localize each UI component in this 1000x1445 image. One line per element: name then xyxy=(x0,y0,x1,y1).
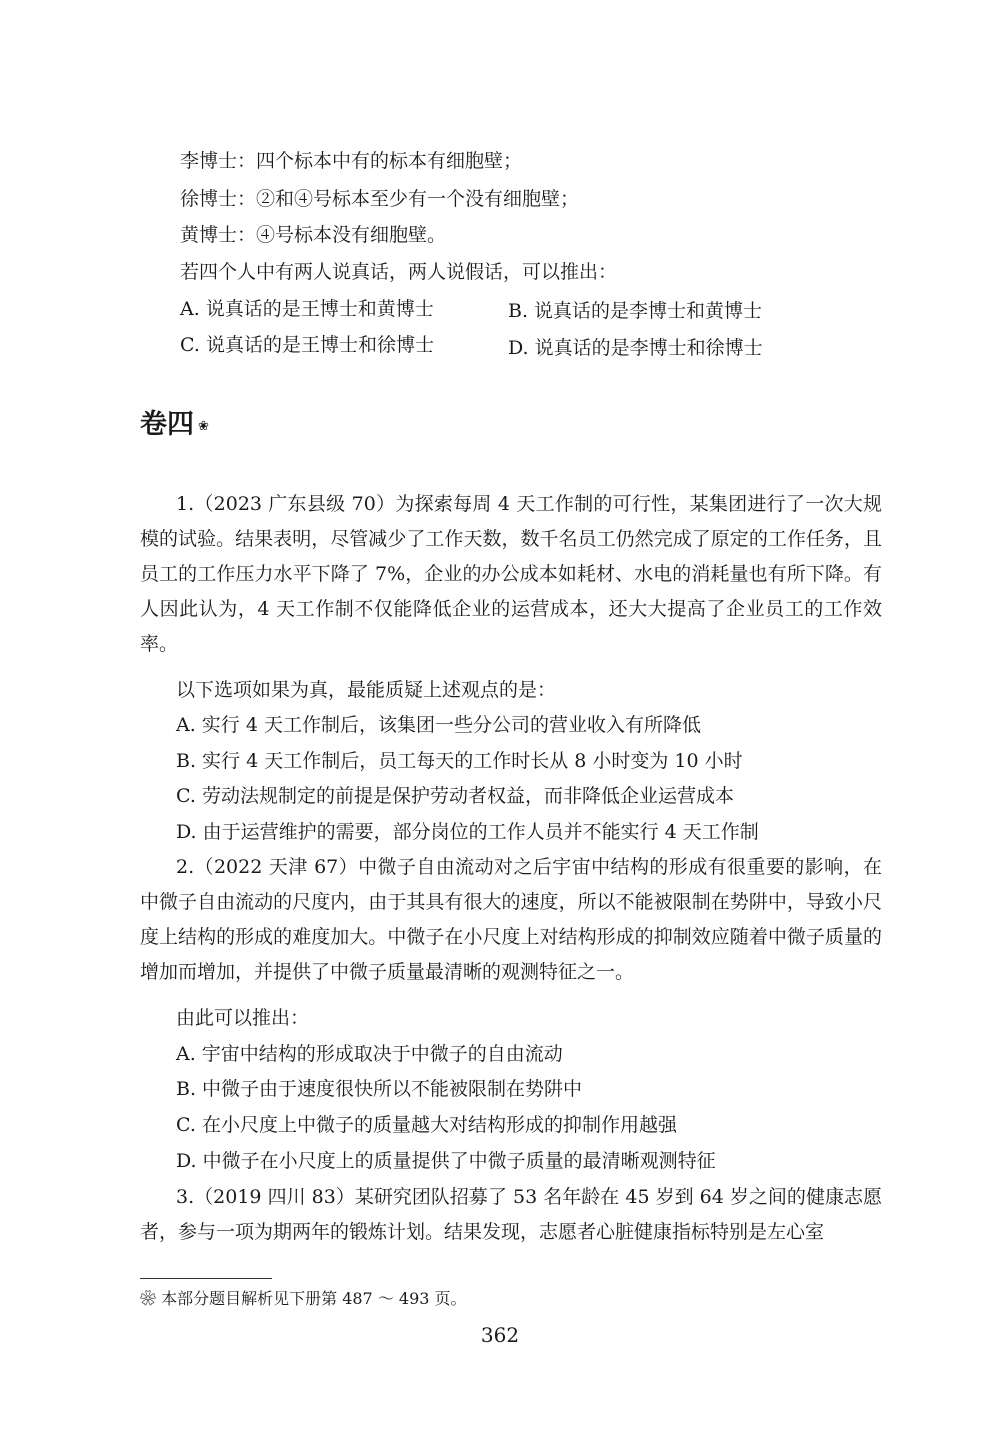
q1-question: 以下选项如果为真，最能质疑上述观点的是： xyxy=(176,679,557,701)
option-d: D. 说真话的是李博士和徐博士 xyxy=(508,337,763,359)
q1-stem: 1.（2023 广东县级 70）为探索每周 4 天工作制的可行性，某集团进行了一次大规模的试验。结果表明，尽管减少了工作天数，数千名员工仍然完成了原定的工作任务，且员工的工作压力水平下降了 7%，企业的办公成本如耗材、水电的消耗量也有所下降。有人因此认为，4 天工作制不仅能降低企业的运营成本，还大大提高了企业员工的工作效率。 xyxy=(140,493,882,655)
option-b: B. 说真话的是李博士和黄博士 xyxy=(508,300,763,322)
flower-icon: ❀ xyxy=(198,419,209,434)
q1-option-a: A. 实行 4 天工作制后，该集团一些分公司的营业收入有所降低 xyxy=(176,714,701,736)
q1-option-d: D. 由于运营维护的需要，部分岗位的工作人员并不能实行 4 天工作制 xyxy=(176,821,759,843)
q2-option-c: C. 在小尺度上中微子的质量越大对结构形成的抑制作用越强 xyxy=(176,1114,677,1136)
section-title-text: 卷四 xyxy=(140,409,194,440)
section-title xyxy=(140,408,209,442)
q1-option-c: C. 劳动法规制定的前提是保护劳动者权益，而非降低企业运营成本 xyxy=(176,785,734,807)
q3-stem: 3.（2019 四川 83）某研究团队招募了 53 名年龄在 45 岁到 64 岁之间的健康志愿者，参与一项为期两年的锻炼计划。结果发现，志愿者心脏健康指标特别是左心室 xyxy=(140,1186,882,1243)
q2-option-d: D. 中微子在小尺度上的质量提供了中微子质量的最清晰观测特征 xyxy=(176,1150,716,1172)
q2-option-a: A. 宇宙中结构的形成取决于中微子的自由流动 xyxy=(176,1043,563,1065)
q2-stem: 2.（2022 天津 67）中微子自由流动对之后宇宙中结构的形成有很重要的影响，在中微子自由流动的尺度内，由于其具有很大的速度，所以不能被限制在势阱中，导致小尺度上结构的形成的难度加大。中微子在小尺度上对结构形成的抑制效应随着中微子质量的增加而增加，并提供了中微子质量最清晰的观测特征之一。 xyxy=(140,856,882,983)
footnote xyxy=(140,1288,467,1310)
statement-huang: 黄博士：④号标本没有细胞壁。 xyxy=(180,224,447,246)
footnote-divider xyxy=(140,1278,272,1279)
flower-icon: ❀ xyxy=(140,1289,157,1308)
option-c: C. 说真话的是王博士和徐博士 xyxy=(180,334,434,356)
question-prompt: 若四个人中有两人说真话，两人说假话，可以推出： xyxy=(180,261,618,283)
statement-li: 李博士：四个标本中有的标本有细胞壁； xyxy=(180,150,523,172)
page-number: 362 xyxy=(480,1323,520,1347)
option-a: A. 说真话的是王博士和黄博士 xyxy=(180,298,434,320)
q2-option-b: B. 中微子由于速度很快所以不能被限制在势阱中 xyxy=(176,1078,583,1100)
footnote-text: 本部分题目解析见下册第 487 ～ 493 页。 xyxy=(161,1289,467,1308)
q1-option-b: B. 实行 4 天工作制后，员工每天的工作时长从 8 小时变为 10 小时 xyxy=(176,750,743,772)
statement-xu: 徐博士：②和④号标本至少有一个没有细胞壁； xyxy=(180,188,580,210)
q2-question: 由此可以推出： xyxy=(176,1007,310,1029)
